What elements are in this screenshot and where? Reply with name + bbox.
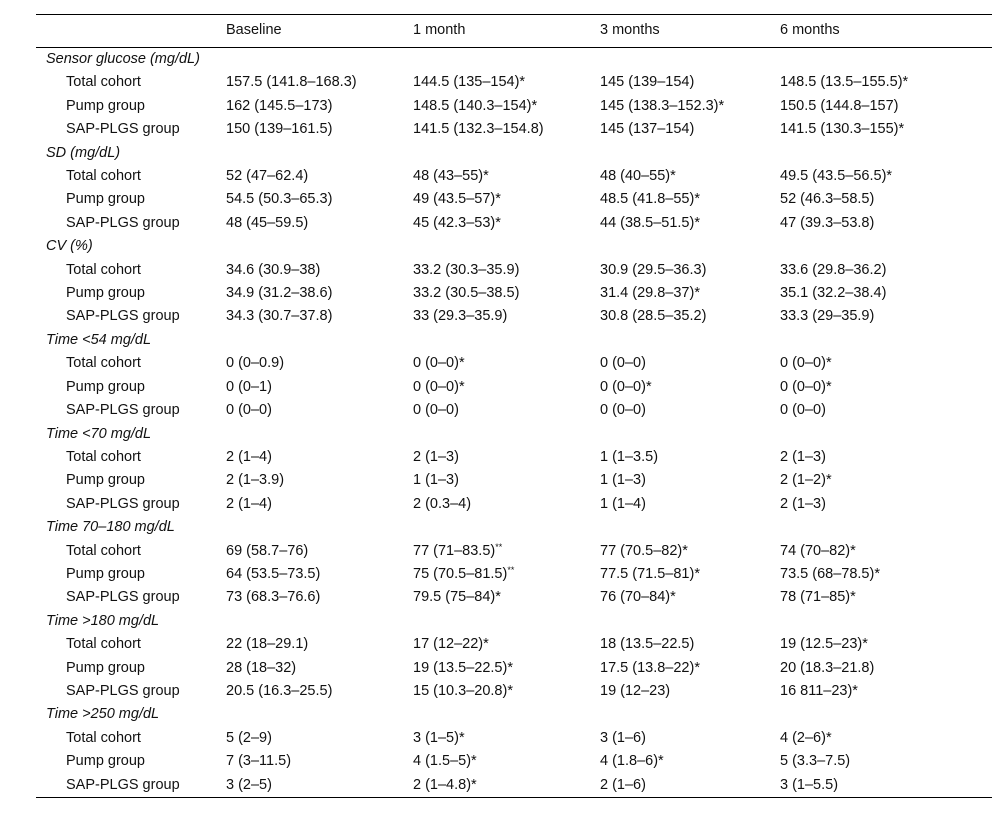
table-cell: 2 (1–4) <box>226 448 272 465</box>
table-row <box>36 259 992 282</box>
table-cell: 148.5 (13.5–155.5)* <box>780 74 909 91</box>
table-row <box>36 727 992 750</box>
table-cell: 79.5 (75–84)* <box>413 589 501 606</box>
section-title: Time <54 mg/dL <box>46 331 152 348</box>
table-row <box>36 540 992 563</box>
table-cell: 2 (1–4) <box>226 495 272 512</box>
table-cell: 16 811–23)* <box>780 682 858 699</box>
row-label: Total cohort <box>66 636 141 653</box>
table-cell: 49 (43.5–57)* <box>413 191 501 208</box>
table-cell: 144.5 (135–154)* <box>413 74 526 91</box>
table-row <box>36 493 992 516</box>
table-cell: 49.5 (43.5–56.5)* <box>780 168 893 185</box>
table-cell: 7 (3–11.5) <box>226 753 292 770</box>
table-cell: 22 (18–29.1) <box>226 636 309 653</box>
table-cell: 30.8 (28.5–35.2) <box>600 308 707 325</box>
row-label: Pump group <box>66 753 145 770</box>
table-cell: 69 (58.7–76) <box>226 542 309 559</box>
row-label: Pump group <box>66 378 145 395</box>
table-cell: 0 (0–1) <box>226 378 272 395</box>
table-cell: 34.6 (30.9–38) <box>226 261 321 278</box>
section-header-row <box>36 516 992 539</box>
table-cell: 0 (0–0) <box>600 355 646 372</box>
table-row <box>36 376 992 399</box>
table-cell: 19 (12–23) <box>600 682 671 699</box>
table-cell: 4 (1.8–6)* <box>600 753 664 770</box>
table-cell: 17.5 (13.8–22)* <box>600 659 700 676</box>
row-label: Pump group <box>66 472 145 489</box>
table-cell: 75 (70.5–81.5)** <box>413 564 515 582</box>
table-cell: 2 (1–3.9) <box>226 472 285 489</box>
table-cell: 20 (18.3–21.8) <box>780 659 875 676</box>
section-header-row <box>36 48 992 72</box>
row-label: SAP-PLGS group <box>66 402 180 419</box>
table-cell: 0 (0–0)* <box>413 378 465 395</box>
header-cell-3-months: 3 months <box>600 22 660 39</box>
table-row <box>36 399 992 422</box>
row-label: Total cohort <box>66 448 141 465</box>
table-cell: 15 (10.3–20.8)* <box>413 682 513 699</box>
section-title: Sensor glucose (mg/dL) <box>46 51 200 67</box>
table-cell: 1 (1–3) <box>600 472 646 489</box>
row-label: SAP-PLGS group <box>66 308 180 325</box>
table-cell: 5 (3.3–7.5) <box>780 753 851 770</box>
table-cell: 35.1 (32.2–38.4) <box>780 285 887 302</box>
table-row <box>36 750 992 773</box>
table-cell: 33.3 (29–35.9) <box>780 308 875 325</box>
table-cell: 0 (0–0) <box>413 402 459 419</box>
table-cell: 28 (18–32) <box>226 659 297 676</box>
table-cell: 0 (0–0)* <box>780 355 832 372</box>
row-label: Pump group <box>66 565 145 582</box>
table-cell: 0 (0–0) <box>780 402 826 419</box>
table-cell: 2 (1–2)* <box>780 472 832 489</box>
row-label: Total cohort <box>66 261 141 278</box>
row-label: Pump group <box>66 97 145 114</box>
section-title: Time >250 mg/dL <box>46 706 160 723</box>
table-cell: 19 (12.5–23)* <box>780 636 868 653</box>
table-row <box>36 71 992 94</box>
table-cell: 145 (137–154) <box>600 121 695 138</box>
table-cell: 34.3 (30.7–37.8) <box>226 308 333 325</box>
section-header-row <box>36 610 992 633</box>
row-label: Total cohort <box>66 542 141 559</box>
table-cell: 78 (71–85)* <box>780 589 856 606</box>
table-cell: 0 (0–0) <box>226 402 272 419</box>
row-label: Pump group <box>66 285 145 302</box>
table-row <box>36 352 992 375</box>
header-cell-label <box>36 15 226 48</box>
table-row <box>36 446 992 469</box>
table-cell: 3 (1–5)* <box>413 729 465 746</box>
table-cell: 2 (1–3) <box>413 448 459 465</box>
header-cell-1-month: 1 month <box>413 22 466 39</box>
table-cell: 0 (0–0)* <box>413 355 465 372</box>
table-cell: 2 (1–3) <box>780 448 826 465</box>
section-header-row <box>36 329 992 352</box>
significance-marker: ** <box>507 564 515 575</box>
section-title: SD (mg/dL) <box>46 144 121 161</box>
table-row <box>36 305 992 328</box>
row-label: SAP-PLGS group <box>66 589 180 606</box>
table-cell: 0 (0–0)* <box>780 378 832 395</box>
table-cell: 77.5 (71.5–81)* <box>600 565 700 582</box>
row-label: Total cohort <box>66 168 141 185</box>
row-label: Pump group <box>66 659 145 676</box>
table-cell: 141.5 (130.3–155)* <box>780 121 905 138</box>
table-cell: 64 (53.5–73.5) <box>226 565 321 582</box>
table-cell: 19 (13.5–22.5)* <box>413 659 513 676</box>
table-row <box>36 165 992 188</box>
section-title: CV (%) <box>46 238 93 255</box>
table-cell: 34.9 (31.2–38.6) <box>226 285 333 302</box>
table-cell: 150 (139–161.5) <box>226 121 333 138</box>
table-cell: 33.2 (30.5–38.5) <box>413 285 520 302</box>
table-row <box>36 563 992 586</box>
table-cell: 145 (138.3–152.3)* <box>600 97 725 114</box>
table-cell: 157.5 (141.8–168.3) <box>226 74 357 91</box>
table-cell: 17 (12–22)* <box>413 636 489 653</box>
row-label: SAP-PLGS group <box>66 682 180 699</box>
table-cell: 18 (13.5–22.5) <box>600 636 695 653</box>
table-row <box>36 469 992 492</box>
table-cell: 44 (38.5–51.5)* <box>600 214 700 231</box>
section-title: Time <70 mg/dL <box>46 425 152 442</box>
results-table-container <box>36 14 992 798</box>
table-cell: 2 (0.3–4) <box>413 495 472 512</box>
table-cell: 33 (29.3–35.9) <box>413 308 508 325</box>
table-cell: 76 (70–84)* <box>600 589 676 606</box>
table-cell: 77 (70.5–82)* <box>600 542 688 559</box>
section-header-row <box>36 703 992 726</box>
row-label: Total cohort <box>66 74 141 91</box>
glucose-metrics-table <box>36 14 992 798</box>
row-label: SAP-PLGS group <box>66 776 180 793</box>
row-label: SAP-PLGS group <box>66 121 180 138</box>
table-row <box>36 774 992 798</box>
table-row <box>36 586 992 609</box>
significance-marker: ** <box>495 541 503 552</box>
table-cell: 3 (2–5) <box>226 776 272 793</box>
section-header-row <box>36 142 992 165</box>
table-cell: 74 (70–82)* <box>780 542 856 559</box>
table-cell: 48 (43–55)* <box>413 168 489 185</box>
table-cell: 33.6 (29.8–36.2) <box>780 261 887 278</box>
section-title: Time 70–180 mg/dL <box>46 519 175 536</box>
table-row <box>36 188 992 211</box>
section-header-row <box>36 235 992 258</box>
table-cell: 5 (2–9) <box>226 729 272 746</box>
table-cell: 30.9 (29.5–36.3) <box>600 261 707 278</box>
table-cell: 73 (68.3–76.6) <box>226 589 321 606</box>
header-cell-6-months: 6 months <box>780 22 840 39</box>
table-cell: 73.5 (68–78.5)* <box>780 565 880 582</box>
table-cell: 0 (0–0.9) <box>226 355 285 372</box>
table-cell: 48 (40–55)* <box>600 168 676 185</box>
table-cell: 20.5 (16.3–25.5) <box>226 682 333 699</box>
table-cell: 33.2 (30.3–35.9) <box>413 261 520 278</box>
table-cell: 141.5 (132.3–154.8) <box>413 121 544 138</box>
table-row <box>36 212 992 235</box>
table-cell: 47 (39.3–53.8) <box>780 214 875 231</box>
row-label: SAP-PLGS group <box>66 214 180 231</box>
table-cell: 1 (1–4) <box>600 495 646 512</box>
table-row <box>36 633 992 656</box>
table-cell: 52 (47–62.4) <box>226 168 309 185</box>
section-header-row <box>36 423 992 446</box>
table-cell: 4 (1.5–5)* <box>413 753 477 770</box>
table-row <box>36 95 992 118</box>
table-cell: 1 (1–3.5) <box>600 448 659 465</box>
table-cell: 52 (46.3–58.5) <box>780 191 875 208</box>
table-cell: 4 (2–6)* <box>780 729 832 746</box>
row-label: Pump group <box>66 191 145 208</box>
row-label: Total cohort <box>66 355 141 372</box>
table-cell: 162 (145.5–173) <box>226 97 333 114</box>
table-cell: 31.4 (29.8–37)* <box>600 285 700 302</box>
table-cell: 150.5 (144.8–157) <box>780 97 899 114</box>
table-cell: 0 (0–0)* <box>600 378 652 395</box>
table-cell: 1 (1–3) <box>413 472 459 489</box>
table-cell: 145 (139–154) <box>600 74 695 91</box>
row-label: Total cohort <box>66 729 141 746</box>
table-cell: 2 (1–3) <box>780 495 826 512</box>
table-row <box>36 118 992 141</box>
table-cell: 48 (45–59.5) <box>226 214 309 231</box>
table-cell: 2 (1–6) <box>600 776 646 793</box>
table-cell: 48.5 (41.8–55)* <box>600 191 700 208</box>
table-cell: 2 (1–4.8)* <box>413 776 477 793</box>
table-row <box>36 657 992 680</box>
header-cell-baseline: Baseline <box>226 22 282 39</box>
table-cell: 3 (1–5.5) <box>780 776 839 793</box>
table-cell: 77 (71–83.5)** <box>413 541 503 559</box>
table-cell: 0 (0–0) <box>600 402 646 419</box>
section-title: Time >180 mg/dL <box>46 612 160 629</box>
table-row <box>36 282 992 305</box>
table-cell: 54.5 (50.3–65.3) <box>226 191 333 208</box>
table-body <box>36 48 992 798</box>
table-header-row <box>36 15 992 48</box>
table-row <box>36 680 992 703</box>
table-cell: 45 (42.3–53)* <box>413 214 501 231</box>
table-cell: 148.5 (140.3–154)* <box>413 97 538 114</box>
row-label: SAP-PLGS group <box>66 495 180 512</box>
table-cell: 3 (1–6) <box>600 729 646 746</box>
